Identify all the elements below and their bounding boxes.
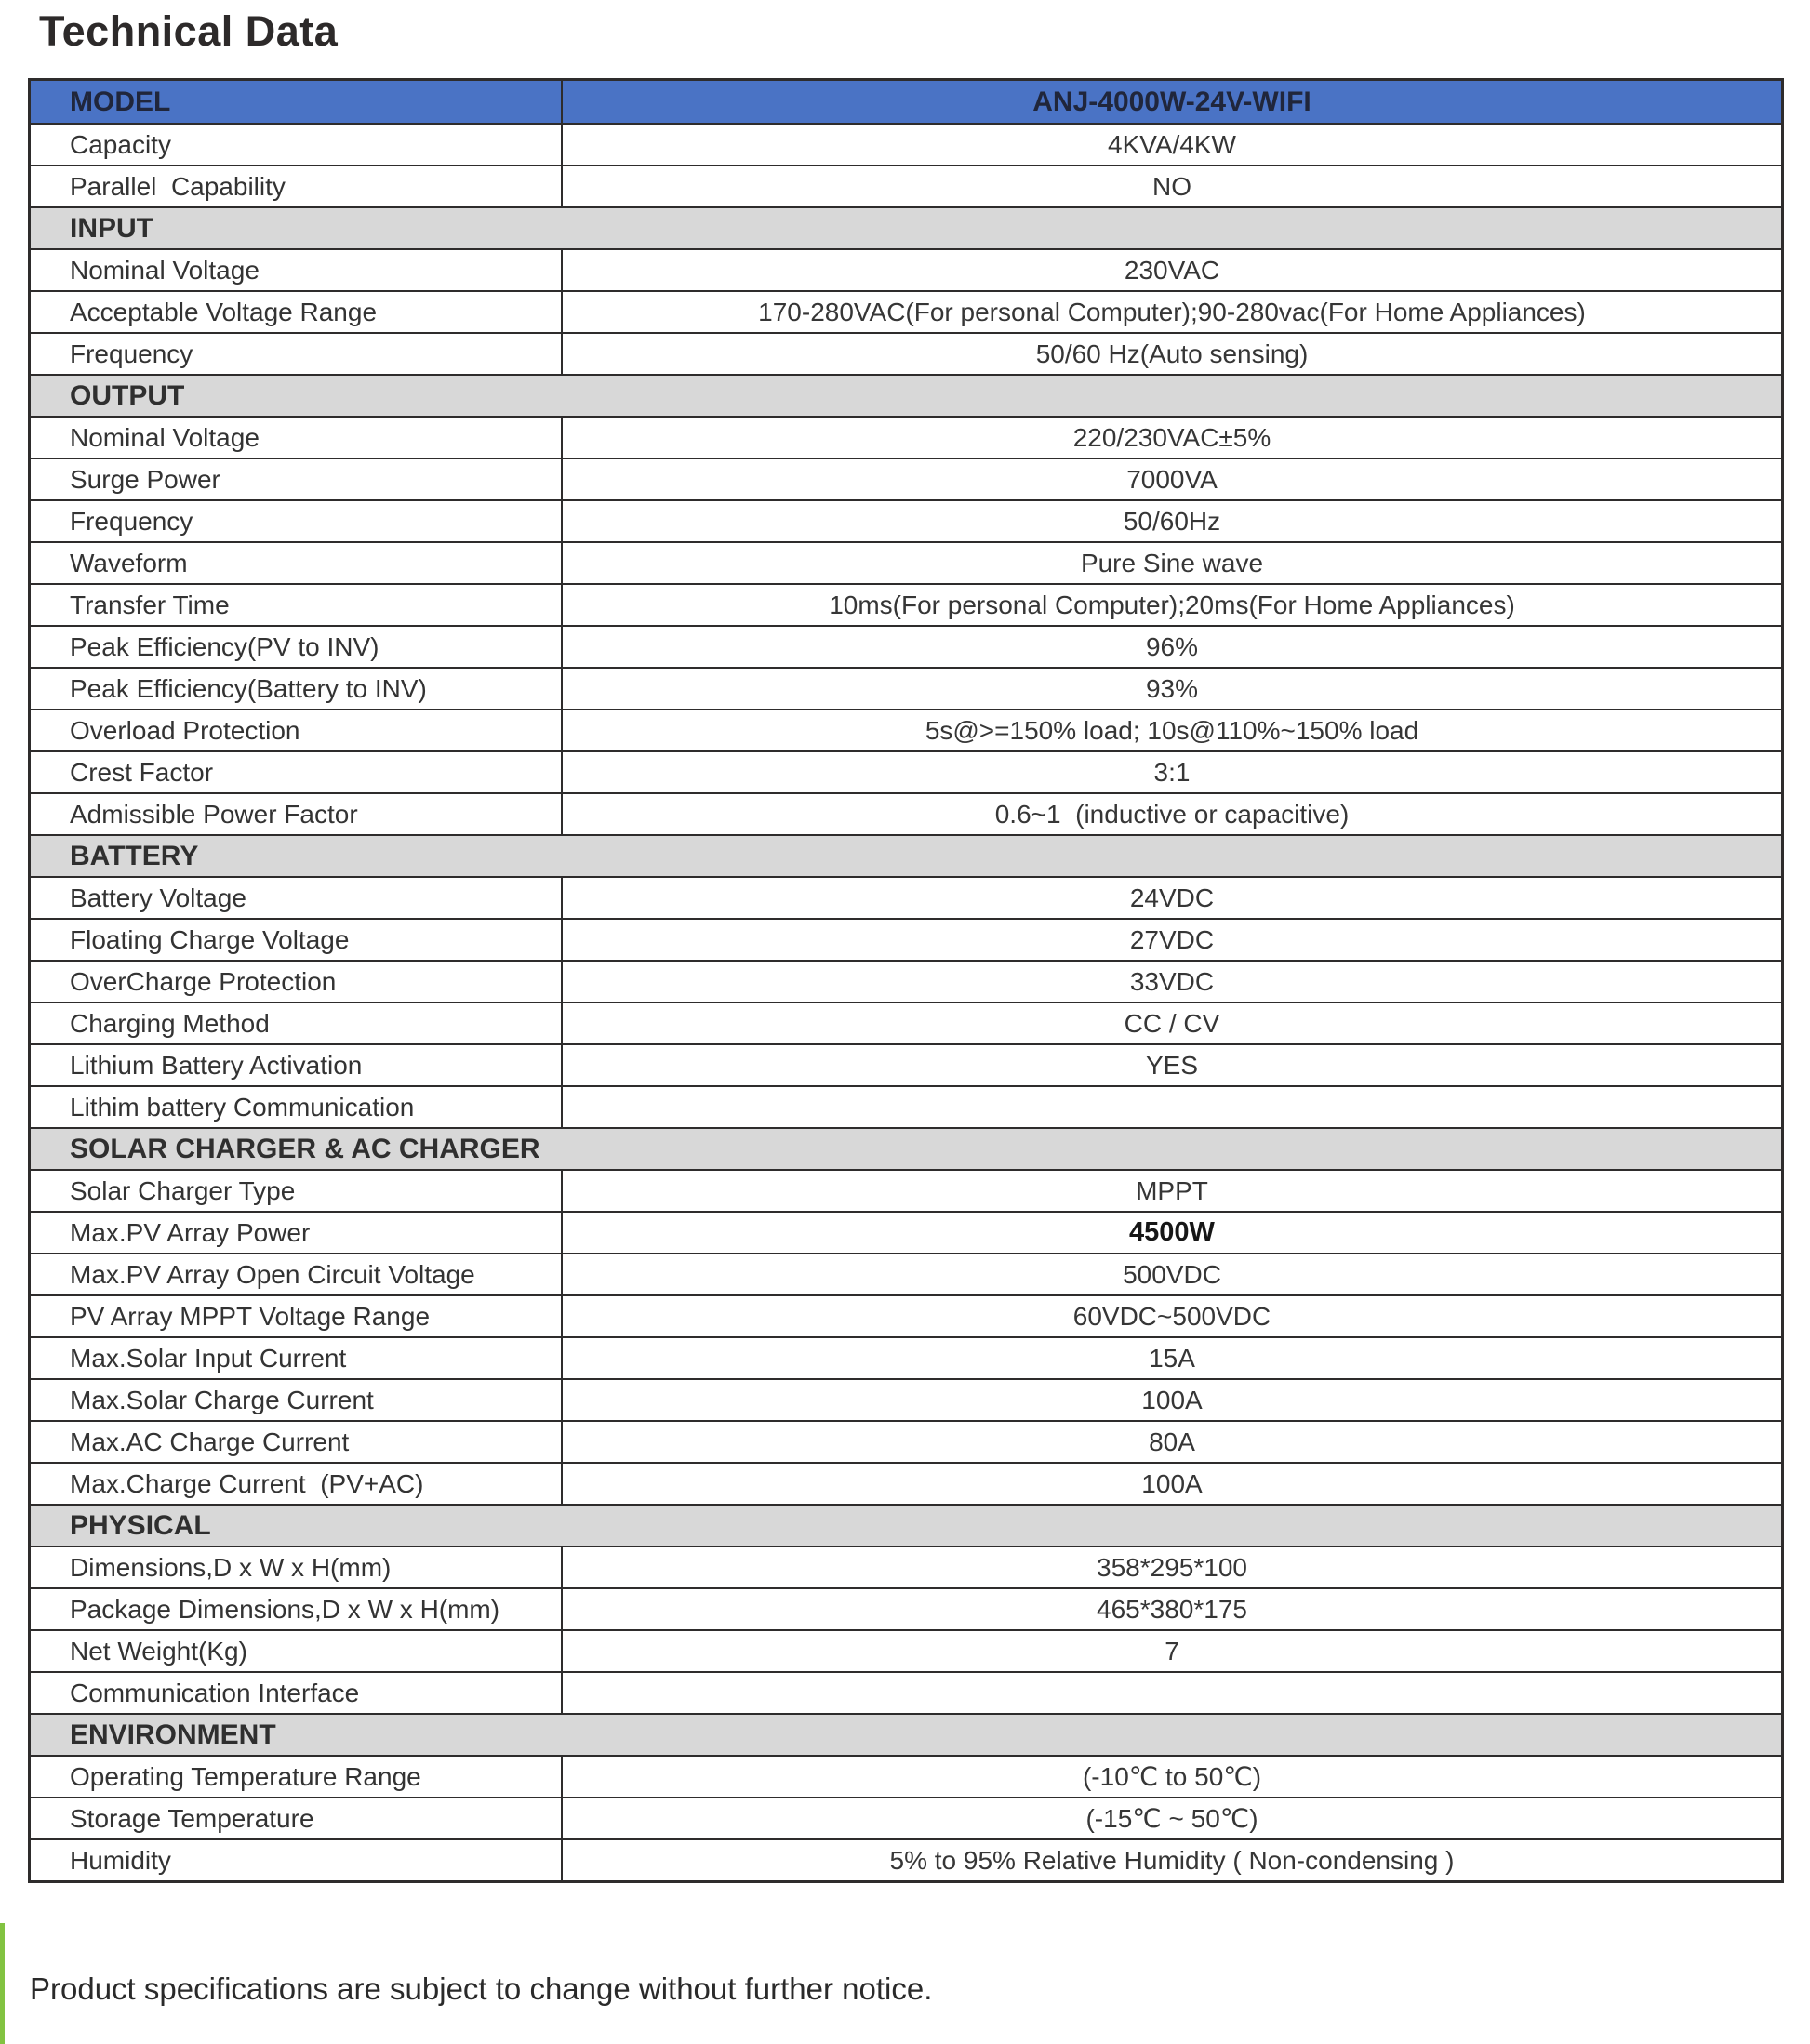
spec-value: 100A (1141, 1385, 1203, 1414)
spec-label: Lithium Battery Activation (31, 1045, 563, 1085)
footer-note: Product specifications are subject to change without further notice. (30, 1971, 933, 2006)
spec-value: 100A (1141, 1468, 1203, 1498)
spec-label: Storage Temperature (31, 1798, 563, 1838)
spec-label: OverCharge Protection (31, 962, 563, 1002)
spec-row-transfer-time (31, 583, 1781, 625)
spec-value: 33VDC (1129, 966, 1215, 996)
spec-label: Max.PV Array Open Circuit Voltage (31, 1254, 563, 1294)
spec-label: Nominal Voltage (31, 418, 563, 458)
spec-value: 60VDC~500VDC (1072, 1301, 1271, 1331)
spec-value: MPPT (1136, 1175, 1208, 1205)
spec-value: 465*380*175 (1097, 1594, 1247, 1624)
spec-row-solar-charger-type (31, 1169, 1781, 1211)
spec-row-frequency (31, 332, 1781, 374)
spec-label: Net Weight(Kg) (31, 1631, 563, 1671)
spec-row-frequency (31, 499, 1781, 541)
technical-data-table (28, 78, 1784, 1883)
spec-row-pv-array-mppt-voltage-range (31, 1294, 1781, 1336)
spec-row-nominal-voltage (31, 416, 1781, 458)
spec-label: Package Dimensions,D x W x H(mm) (31, 1589, 563, 1629)
spec-row-acceptable-voltage-range (31, 290, 1781, 332)
section-header-label: ENVIRONMENT (70, 1719, 276, 1750)
spec-row-humidity (31, 1838, 1781, 1880)
spec-label: Capacity (31, 125, 563, 165)
spec-value: 3:1 (1153, 757, 1191, 787)
spec-row-charging-method (31, 1002, 1781, 1043)
spec-label: Charging Method (31, 1003, 563, 1043)
spec-row-max-solar-charge-current (31, 1378, 1781, 1420)
spec-value: 50/60 Hz(Auto sensing) (1035, 338, 1309, 368)
section-header-row-battery (31, 834, 1781, 876)
spec-value: NO (1152, 171, 1191, 201)
spec-row-max-ac-charge-current (31, 1420, 1781, 1462)
spec-label: Peak Efficiency(Battery to INV) (31, 669, 563, 709)
spec-row-operating-temperature-range (31, 1755, 1781, 1797)
spec-row-peak-efficiency-pv-to-inv (31, 625, 1781, 667)
spec-label: Max.Solar Input Current (31, 1338, 563, 1378)
spec-row-overcharge-protection (31, 960, 1781, 1002)
model-header-label: MODEL (31, 81, 563, 123)
spec-label: PV Array MPPT Voltage Range (31, 1296, 563, 1336)
spec-label: Floating Charge Voltage (31, 920, 563, 960)
spec-value (563, 1087, 1781, 1127)
spec-value: (-10℃ to 50℃) (1082, 1762, 1262, 1791)
spec-row-storage-temperature (31, 1797, 1781, 1838)
spec-label: Waveform (31, 543, 563, 583)
spec-label: Admissible Power Factor (31, 794, 563, 834)
spec-label: Max.AC Charge Current (31, 1422, 563, 1462)
section-header-label: PHYSICAL (70, 1509, 211, 1541)
section-header-row-solar-charger-ac-charger (31, 1127, 1781, 1169)
model-header-row (31, 81, 1781, 123)
spec-row-max-pv-array-power (31, 1211, 1781, 1253)
spec-value: (-15℃ ~ 50℃) (1085, 1804, 1258, 1833)
spec-label: Surge Power (31, 459, 563, 499)
spec-row-lithim-battery-communication (31, 1085, 1781, 1127)
section-header-label: OUTPUT (70, 379, 185, 411)
spec-label: Operating Temperature Range (31, 1757, 563, 1797)
spec-row-surge-power (31, 458, 1781, 499)
spec-row-crest-factor (31, 750, 1781, 792)
spec-row-communication-interface (31, 1671, 1781, 1713)
spec-label: Max.Charge Current (PV+AC) (31, 1464, 563, 1504)
section-header-row-output (31, 374, 1781, 416)
spec-label: Acceptable Voltage Range (31, 292, 563, 332)
section-header-row-physical (31, 1504, 1781, 1546)
page-title: Technical Data (39, 7, 339, 55)
spec-label: Parallel Capability (31, 166, 563, 206)
spec-value: 0.6~1 (inductive or capacitive) (994, 799, 1350, 829)
spec-row-floating-charge-voltage (31, 918, 1781, 960)
section-header-label: SOLAR CHARGER & AC CHARGER (70, 1133, 540, 1164)
spec-value: 5s@>=150% load; 10s@110%~150% load (925, 715, 1419, 745)
spec-label: Peak Efficiency(PV to INV) (31, 627, 563, 667)
section-header-row-input (31, 206, 1781, 248)
spec-label: Communication Interface (31, 1673, 563, 1713)
spec-label: Frequency (31, 334, 563, 374)
spec-row-package-dimensions-d-x-w-x-h-mm (31, 1587, 1781, 1629)
spec-row-dimensions-d-x-w-x-h-mm (31, 1546, 1781, 1587)
spec-label: Nominal Voltage (31, 250, 563, 290)
spec-label: Battery Voltage (31, 878, 563, 918)
spec-value: 358*295*100 (1097, 1552, 1247, 1582)
spec-row-lithium-battery-activation (31, 1043, 1781, 1085)
spec-value: 170-280VAC(For personal Computer);90-280vac(For Home Appliances) (758, 297, 1586, 326)
spec-label: Dimensions,D x W x H(mm) (31, 1547, 563, 1587)
spec-value: 500VDC (1123, 1259, 1221, 1289)
spec-label: Crest Factor (31, 752, 563, 792)
spec-value: 7 (1165, 1636, 1179, 1666)
spec-row-peak-efficiency-battery-to-inv (31, 667, 1781, 709)
page-edge-accent-bar (0, 1923, 5, 2044)
spec-value: 50/60Hz (1123, 506, 1221, 536)
spec-row-capacity (31, 123, 1781, 165)
spec-value: 230VAC (1124, 255, 1220, 285)
spec-value: 96% (1145, 631, 1199, 661)
spec-row-parallel-capability (31, 165, 1781, 206)
spec-value (563, 1673, 1781, 1713)
spec-value: CC / CV (1124, 1008, 1220, 1038)
spec-value: 80A (1149, 1427, 1195, 1456)
spec-label: Frequency (31, 501, 563, 541)
spec-value: 4KVA/4KW (1108, 129, 1236, 159)
spec-label: Lithim battery Communication (31, 1087, 563, 1127)
section-header-label: BATTERY (70, 840, 199, 871)
spec-row-admissible-power-factor (31, 792, 1781, 834)
section-header-row-environment (31, 1713, 1781, 1755)
spec-row-overload-protection (31, 709, 1781, 750)
spec-value: 15A (1149, 1343, 1195, 1373)
spec-value: 93% (1145, 673, 1199, 703)
spec-row-waveform (31, 541, 1781, 583)
spec-value: Pure Sine wave (1080, 548, 1264, 577)
spec-row-nominal-voltage (31, 248, 1781, 290)
spec-label: Overload Protection (31, 710, 563, 750)
spec-value: 10ms(For personal Computer);20ms(For Home Appliances) (829, 590, 1515, 619)
spec-value: 5% to 95% Relative Humidity ( Non-condensing ) (889, 1845, 1455, 1875)
spec-row-net-weight-kg (31, 1629, 1781, 1671)
spec-label: Transfer Time (31, 585, 563, 625)
model-header-value: ANJ-4000W-24V-WIFI (1032, 86, 1311, 117)
spec-value: 4500W (1129, 1217, 1215, 1247)
spec-label: Humidity (31, 1840, 563, 1880)
spec-row-max-solar-input-current (31, 1336, 1781, 1378)
spec-row-battery-voltage (31, 876, 1781, 918)
spec-value: 7000VA (1126, 464, 1218, 494)
spec-value: YES (1145, 1050, 1199, 1080)
spec-label: Max.Solar Charge Current (31, 1380, 563, 1420)
spec-row-max-pv-array-open-circuit-voltage (31, 1253, 1781, 1294)
spec-label: Solar Charger Type (31, 1171, 563, 1211)
spec-value: 24VDC (1129, 883, 1215, 912)
spec-row-max-charge-current-pv-ac (31, 1462, 1781, 1504)
spec-value: 27VDC (1129, 924, 1215, 954)
spec-label: Max.PV Array Power (31, 1213, 563, 1253)
section-header-label: INPUT (70, 212, 153, 244)
spec-value: 220/230VAC±5% (1072, 422, 1271, 452)
